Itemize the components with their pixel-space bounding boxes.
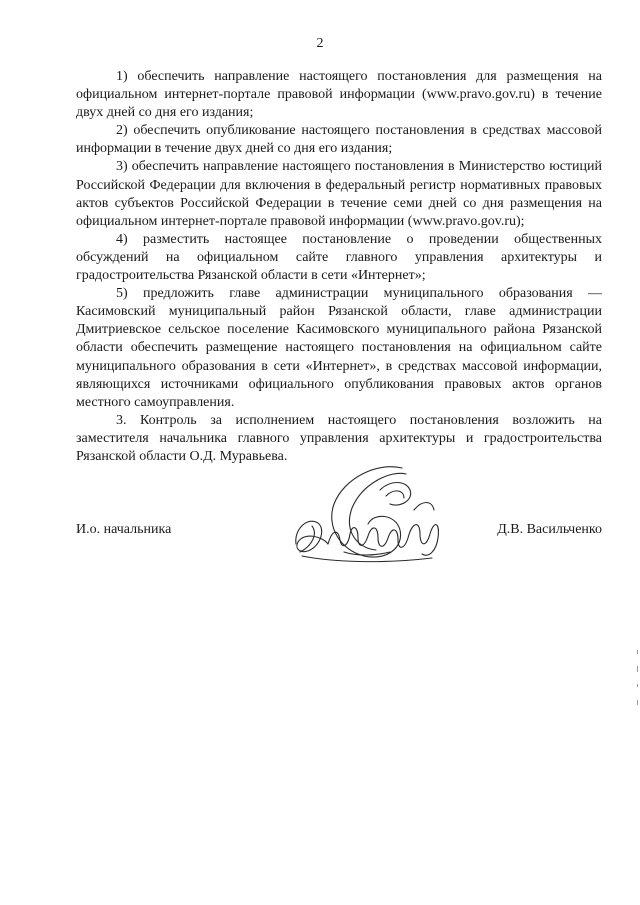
paragraph-item-2: 2) обеспечить опубликование настоящего постановления в средствах массовой информации в течение двух дней со дня его издания; [76,123,602,157]
paragraph-item-3: 3) обеспечить направление настоящего постановления в Министерство юстиций Российской Федерации для включения в федеральный регистр нормативных правовых актов субъектов Российской Федерации в течение семи дней со дня размещения на официальном интернет-портале правовой информации (www.pravo.gov.ru); [76,159,602,229]
document-body [76,68,602,466]
page-number: 2 [316,36,324,51]
paragraph-control: 3. Контроль за исполнением настоящего постановления возложить на заместителя начальника главного управления архитектуры и градостроительства Рязанской области О.Д. Муравьева. [76,412,602,464]
handwritten-signature [282,460,450,572]
paragraph-item-4: 4) разместить настоящее постановление о проведении общественных обсуждений на официальном сайте главного управления архитектуры и градостроительства Рязанской области в сети «Интернет»; [76,231,602,284]
paragraph-item-5: 5) предложить главе администрации муниципального образования — Касимовский муниципальный район Рязанской области, главе администрации Дмитриевское сельское поселение Касимовского муниципального района Рязанской области обеспечить размещение настоящего постановления на официальном сайте муниципального образования в сети «Интернет», в средствах массовой информации, являющихся источниками официального опубликования правовых актов органов местного самоуправления. [76,286,602,410]
paragraph-item-1: 1) обеспечить направление настоящего постановления для размещения на официальном интернет-портале правовой информации (www.pravo.gov.ru) в течение двух дней со дня его издания; [76,69,602,121]
signatory-name: Д.В. Васильченко [497,522,602,537]
scan-artifact [634,640,640,720]
signatory-position: И.о. начальника [76,522,172,537]
